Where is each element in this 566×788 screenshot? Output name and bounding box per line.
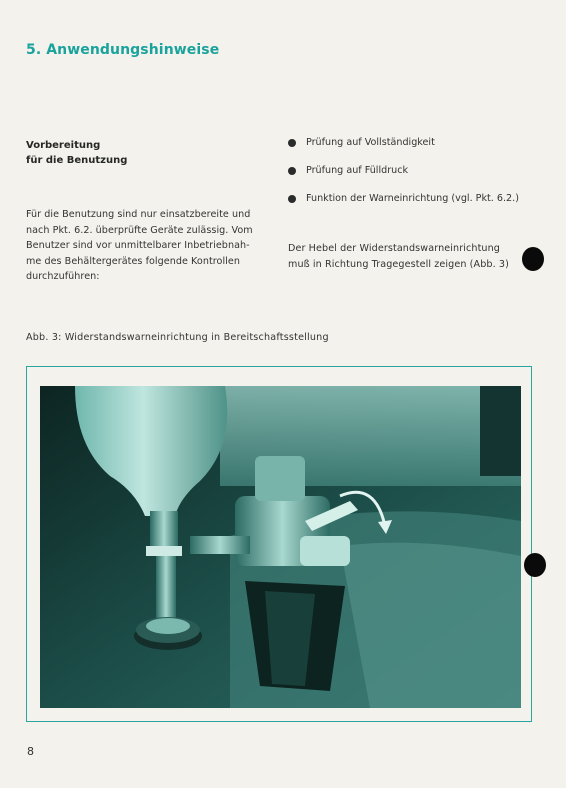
preparation-heading-line: Vorbereitung	[26, 140, 101, 151]
check-list-item	[288, 164, 548, 192]
lever-note-line: Der Hebel der Widerstandswarneinrichtung	[288, 243, 500, 254]
check-label: Funktion der Warneinrichtung (vgl. Pkt. 6.2.)	[306, 193, 519, 204]
figure-photo	[40, 386, 521, 708]
lever-note-line: muß in Richtung Tragegestell zeigen (Abb. 3)	[288, 258, 509, 270]
check-list	[288, 136, 548, 220]
section-heading: 5. Anwendungshinweise	[26, 42, 220, 58]
bullet-icon	[288, 139, 296, 147]
paragraph-line: nach Pkt. 6.2. überprüfte Geräte zulässig. Vom	[26, 224, 253, 236]
paragraph-line: Für die Benutzung sind nur einsatzbereite und	[26, 209, 251, 220]
figure-caption: Abb. 3: Widerstandswarneinrichtung in Bereitschaftsstellung	[26, 332, 329, 343]
check-label: Prüfung auf Vollständigkeit	[306, 137, 435, 148]
preparation-heading	[26, 138, 127, 168]
page-number: 8	[27, 745, 34, 758]
punch-hole	[524, 553, 546, 577]
paragraph-line: durchzuführen:	[26, 271, 100, 283]
paragraph-line: Benutzer sind vor unmittelbarer Inbetriebnah-	[26, 240, 250, 252]
check-list-item	[288, 192, 548, 220]
bullet-icon	[288, 167, 296, 175]
preparation-heading-line: für die Benutzung	[26, 155, 128, 166]
check-list-item	[288, 136, 548, 164]
preparation-paragraph	[26, 207, 272, 285]
bullet-icon	[288, 195, 296, 203]
valve-photo-illustration	[40, 386, 521, 708]
punch-hole	[522, 247, 544, 271]
check-label: Prüfung auf Fülldruck	[306, 165, 409, 176]
paragraph-line: me des Behältergerätes folgende Kontrollen	[26, 255, 240, 267]
lever-note	[288, 241, 533, 272]
